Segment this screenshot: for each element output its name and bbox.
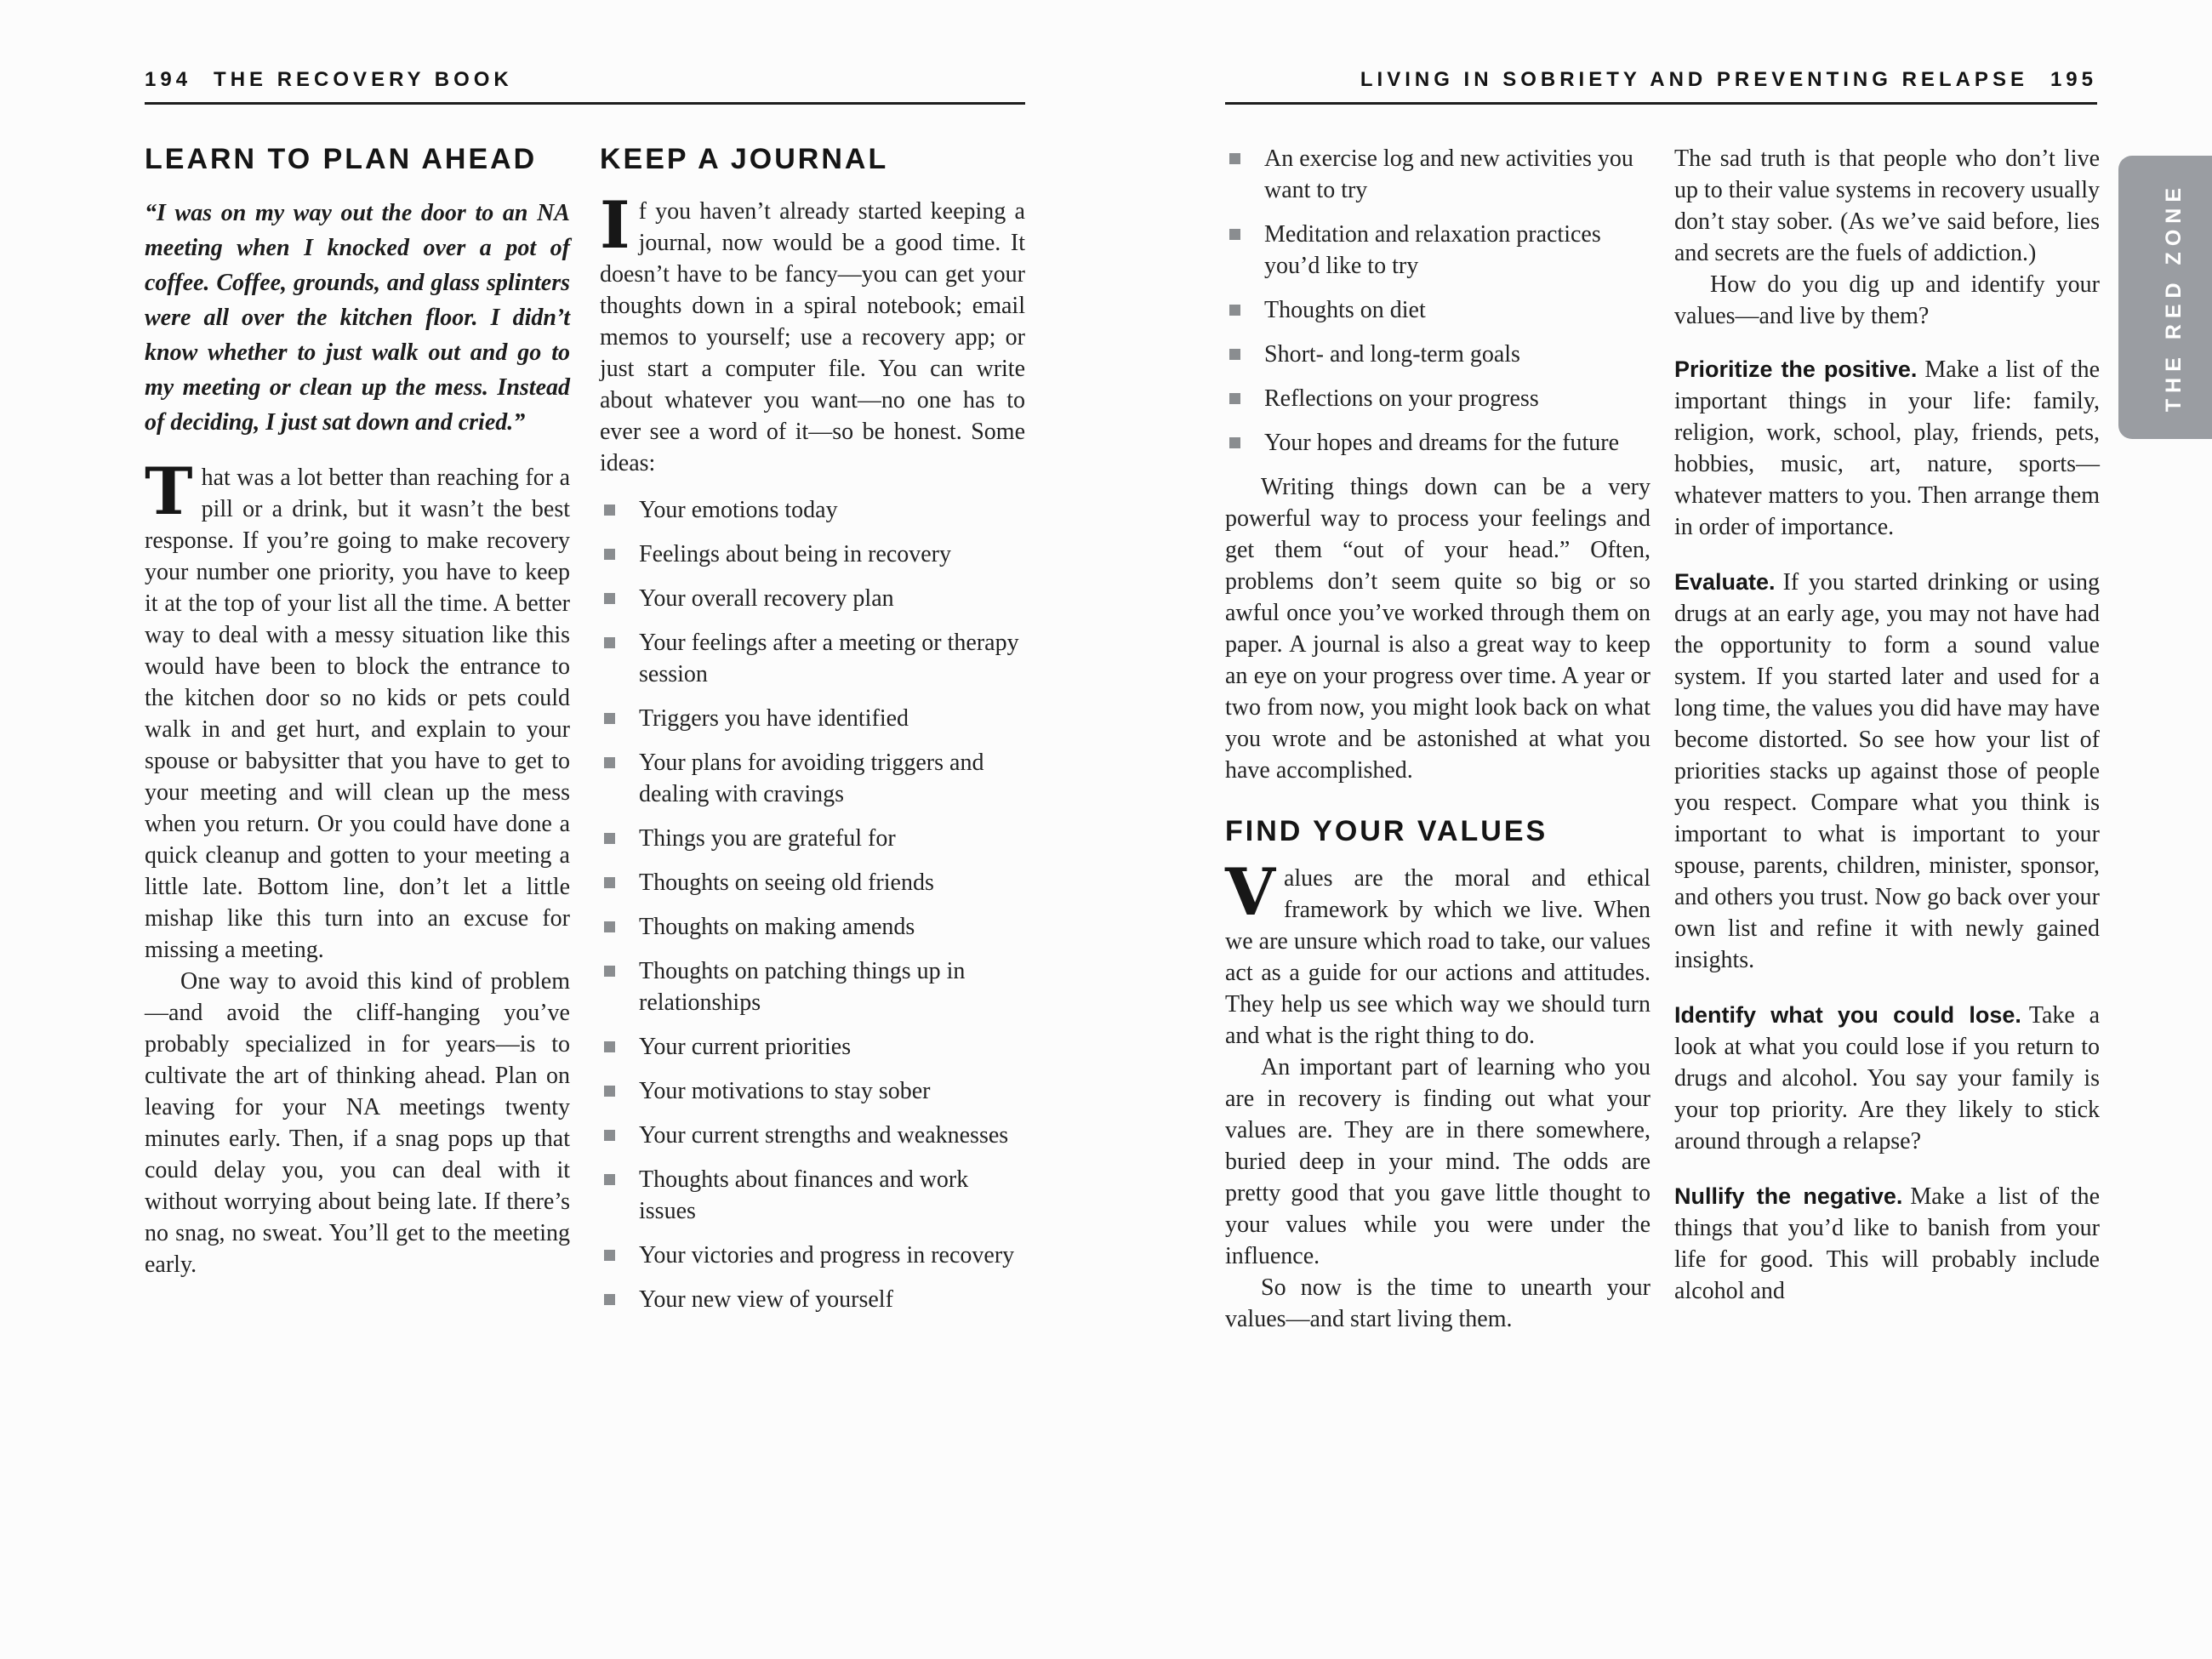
list-item: Thoughts on seeing old friends bbox=[600, 867, 1025, 898]
drop-cap: T bbox=[145, 453, 193, 529]
header-rule-right bbox=[1225, 102, 2097, 105]
list-item: Reflections on your progress bbox=[1225, 383, 1650, 414]
tip-paragraph bbox=[1674, 1181, 2100, 1307]
tip-paragraph bbox=[1674, 354, 2100, 543]
tip-lead: Identify what you could lose. bbox=[1674, 1002, 2021, 1028]
section-heading-values: FIND YOUR VALUES bbox=[1225, 815, 1548, 847]
tip-text: Make a list of the important things in your life: family, religion, work, school, play, friends, pets, hobbies, music, art, nature, sports—whatever matters to you. Then arrange them in order of importance. bbox=[1674, 356, 2100, 540]
section-heading-journal: KEEP A JOURNAL bbox=[600, 143, 889, 175]
column-1 bbox=[145, 143, 570, 1280]
list-item: Things you are grateful for bbox=[600, 823, 1025, 854]
list-item: Meditation and relaxation practices you’d like to try bbox=[1225, 219, 1650, 282]
list-item: Thoughts on patching things up in relationships bbox=[600, 955, 1025, 1018]
book-title: THE RECOVERY BOOK bbox=[214, 68, 513, 91]
list-item: Your victories and progress in recovery bbox=[600, 1240, 1025, 1271]
journal-ideas-list-continued bbox=[1225, 143, 1650, 459]
paragraph bbox=[1225, 854, 1650, 1052]
list-item: Your current priorities bbox=[600, 1031, 1025, 1063]
column-3 bbox=[1225, 143, 1650, 1335]
list-item: Your plans for avoiding triggers and dealing with cravings bbox=[600, 747, 1025, 810]
column-4 bbox=[1674, 143, 2100, 1331]
paragraph-text: hat was a lot better than reaching for a pill or a drink, but it wasn’t the best response. If you’re going to make recovery your number one priority, you have to keep it at the top of your list all the time. A better way to deal with a messy situation like this would have been to block the entrance to the kitchen door so no kids or pets could walk in and get hurt, and explain to your spouse or babysitter that you have to get to your meeting and will clean up the mess when you return. Or you could have done a quick cleanup and gotten to your meeting a little late. Bottom line, don’t let a little mishap like this turn into an excuse for missing a meeting. bbox=[145, 465, 570, 963]
paragraph-text: alues are the moral and ethical framework by which we live. When we are unsure which road to take, our values act as a guide for our actions and attitudes. They help us see which way we should turn and what is the right thing to do. bbox=[1225, 865, 1650, 1049]
tip-lead: Evaluate. bbox=[1674, 569, 1776, 595]
tip-paragraph bbox=[1674, 1000, 2100, 1157]
paragraph: One way to avoid this kind of problem—and avoid the cliff-hanging you’ve probably specialized in for years—is to cultivate the art of thinking ahead. Plan on leaving for your NA meetings twenty minutes early. Then, if a snag pops up that could delay you, you can deal with it without worrying about being late. If there’s no snag, no sweat. You’ll get to the meeting early. bbox=[145, 968, 570, 1278]
tip-paragraph bbox=[1674, 567, 2100, 976]
tip-lead: Nullify the negative. bbox=[1674, 1183, 1903, 1209]
list-item: Thoughts about finances and work issues bbox=[600, 1164, 1025, 1227]
red-zone-thumb-tab bbox=[2118, 156, 2212, 439]
list-item: Your feelings after a meeting or therapy session bbox=[600, 627, 1025, 690]
chapter-title: LIVING IN SOBRIETY AND PREVENTING RELAPSE bbox=[1360, 68, 2028, 91]
paragraph-text: f you haven’t already started keeping a journal, now would be a good time. It doesn’t have to be fancy—you can get your thoughts down in a spiral notebook; email memos to yourself; use a recovery app; or just start a computer file. You can write about whatever you want—no one has to ever see a word of it—so be honest. Some ideas: bbox=[600, 198, 1025, 476]
running-head-left bbox=[145, 68, 513, 92]
tip-lead: Prioritize the positive. bbox=[1674, 356, 1918, 382]
paragraph: How do you dig up and identify your values—and live by them? bbox=[1674, 271, 2100, 329]
list-item: Thoughts on diet bbox=[1225, 294, 1650, 326]
list-item: Triggers you have identified bbox=[600, 703, 1025, 734]
pull-quote: “I was on my way out the door to an NA meeting when I knocked over a pot of coffee. Coffee, grounds, and glass splinters were all over the kitchen floor. I didn’t know whether to just walk out and go to my meeting or clean up the mess. Instead of deciding, I just sat down and cried.” bbox=[145, 200, 570, 436]
list-item: An exercise log and new activities you want to try bbox=[1225, 143, 1650, 206]
journal-ideas-list bbox=[600, 494, 1025, 1315]
paragraph bbox=[600, 187, 1025, 479]
page-number-left: 194 bbox=[145, 68, 192, 91]
list-item: Feelings about being in recovery bbox=[600, 539, 1025, 570]
paragraph: Writing things down can be a very powerful way to process your feelings and get them “out of your head.” Often, problems don’t seem quite so big or so awful once you’ve worked through them on paper. A journal is also a great way to keep an eye on your progress over time. A year or two from now, you might look back on what you wrote and be astonished at what you have accomplished. bbox=[1225, 474, 1650, 784]
list-item: Your overall recovery plan bbox=[600, 583, 1025, 614]
running-head-right bbox=[1360, 68, 2097, 92]
drop-cap: V bbox=[1225, 854, 1275, 930]
paragraph: The sad truth is that people who don’t live up to their value systems in recovery usually don’t stay sober. (As we’ve said before, lies and secrets are the fuels of addiction.) bbox=[1674, 145, 2100, 266]
thumb-tab-label: THE RED ZONE bbox=[2161, 182, 2186, 413]
page-number-right: 195 bbox=[2050, 68, 2097, 91]
drop-cap: I bbox=[600, 187, 630, 263]
list-item: Your emotions today bbox=[600, 494, 1025, 526]
column-2 bbox=[600, 143, 1025, 1328]
list-item: Your current strengths and weaknesses bbox=[600, 1120, 1025, 1151]
tip-text: If you started drinking or using drugs at an early age, you may not have had the opportunity to form a sound value system. If you started later and used for a long time, the values you did have may have become distorted. So see how your list of priorities stacks up against those of people you respect. Compare what you think is important to what is important to your spouse, parents, children, minister, sponsor, and others you trust. Now go back over your own list and refine it with newly gained insights. bbox=[1674, 569, 2101, 973]
list-item: Your motivations to stay sober bbox=[600, 1075, 1025, 1107]
tip-text: Take a look at what you could lose if you return to drugs and alcohol. You say your family is your top priority. Are they likely to stick around through a relapse? bbox=[1674, 1002, 2100, 1154]
paragraph: So now is the time to unearth your values—and start living them. bbox=[1225, 1274, 1650, 1332]
paragraph bbox=[145, 453, 570, 966]
list-item: Your new view of yourself bbox=[600, 1284, 1025, 1315]
list-item: Thoughts on making amends bbox=[600, 911, 1025, 943]
tip-text: Make a list of the things that you’d like to banish from your life for good. This will probably include alcohol and bbox=[1674, 1183, 2100, 1304]
list-item: Your hopes and dreams for the future bbox=[1225, 427, 1650, 459]
header-rule-left bbox=[145, 102, 1025, 105]
paragraph: An important part of learning who you are in recovery is finding out what your values are. They are in there somewhere, buried deep in your mind. The odds are pretty good that you gave little thought to your values while you were under the influence. bbox=[1225, 1054, 1650, 1269]
section-heading-plan-ahead: LEARN TO PLAN AHEAD bbox=[145, 143, 538, 175]
list-item: Short- and long-term goals bbox=[1225, 339, 1650, 370]
